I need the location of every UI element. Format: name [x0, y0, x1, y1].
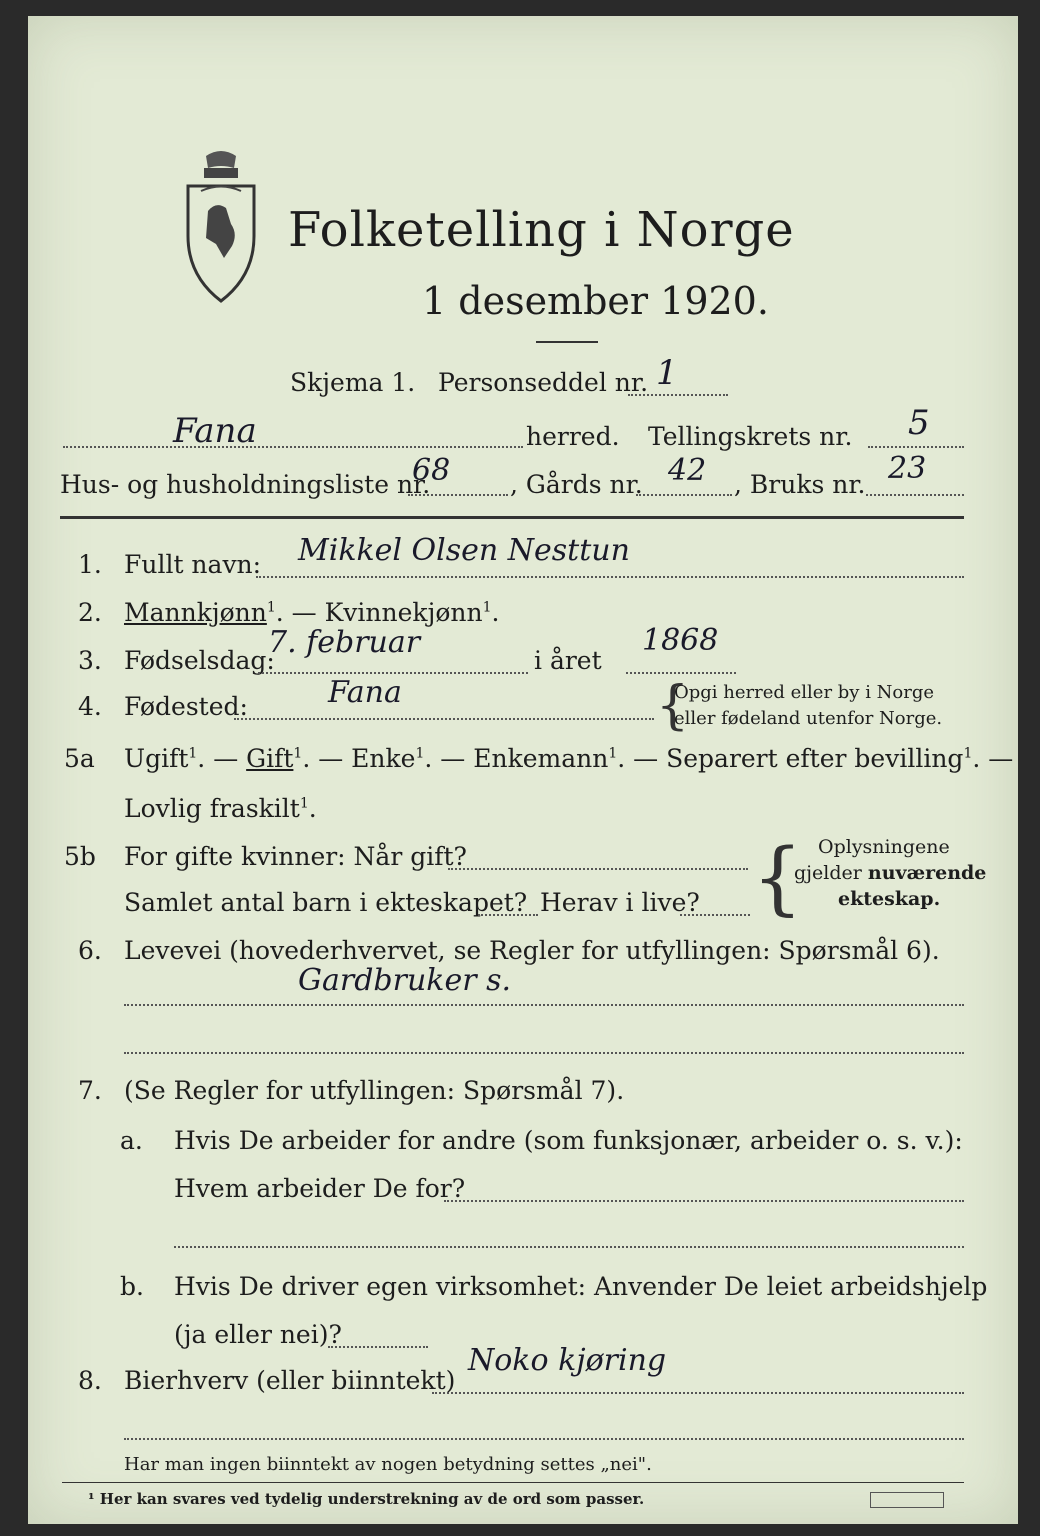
fullt-navn-value: Mikkel Olsen Nesttun	[298, 533, 630, 568]
bierhverv-label: Bierhverv (eller biinntekt)	[124, 1366, 456, 1395]
form-date: 1 desember 1920.	[422, 279, 769, 323]
ja-nei-label: (ja eller nei)?	[174, 1320, 342, 1349]
bruks-label: , Bruks nr.	[734, 470, 866, 499]
herred-label: herred.	[526, 422, 620, 451]
biinntekt-note: Har man ingen biinntekt av nogen betydning settes „nei".	[124, 1454, 652, 1475]
printer-stamp	[870, 1492, 944, 1508]
footnote: ¹ Her kan svares ved tydelig understrekning av de ord som passer.	[88, 1490, 645, 1508]
naar-gift-label: For gifte kvinner: Når gift?	[124, 842, 467, 871]
arbeider-for-andre-label: Hvis De arbeider for andre (som funksjonær, arbeider o. s. v.):	[174, 1126, 963, 1155]
form-title: Folketelling i Norge	[288, 202, 795, 258]
fullt-navn-label: Fullt navn:	[124, 550, 262, 579]
oplysning-note-3: ekteskap.	[838, 888, 941, 910]
husliste-label: Hus- og husholdningsliste nr.	[60, 470, 431, 499]
personseddel-label: Personseddel nr.	[438, 368, 649, 397]
levevei-value: Gardbruker s.	[298, 963, 512, 998]
fodested-note-2: eller fødeland utenfor Norge.	[674, 708, 943, 729]
herred-value: Fana	[173, 411, 257, 451]
hvem-arbeider-label: Hvem arbeider De for?	[174, 1174, 466, 1203]
bierhverv-value: Noko kjøring	[468, 1343, 667, 1378]
fodested-value: Fana	[328, 675, 402, 710]
levevei-label: Levevei (hovederhvervet, se Regler for utfyllingen: Spørsmål 6).	[124, 936, 940, 965]
oplysning-note-1: Oplysningene	[818, 836, 950, 858]
personseddel-value: 1	[656, 353, 678, 393]
egen-virksomhet-label: Hvis De driver egen virksomhet: Anvender De leiet arbeidshjelp	[174, 1272, 988, 1301]
skjema-label: Skjema 1.	[290, 368, 416, 397]
se-regler-7-label: (Se Regler for utfyllingen: Spørsmål 7).	[124, 1076, 625, 1105]
husliste-value: 68	[412, 453, 451, 488]
gards-value: 42	[668, 453, 707, 488]
bruks-value: 23	[888, 451, 927, 486]
kjonn-label: Mannkjønn$^1$. — Kvinnekjønn$^1$.	[124, 598, 500, 627]
oplysning-note-2: gjelder nuværende	[794, 862, 987, 884]
tellingskrets-label: Tellingskrets nr.	[648, 422, 853, 451]
fodested-label: Fødested:	[124, 692, 248, 721]
sivilstand-label: Ugift$^1$. — Gift$^1$. — Enke$^1$. — Enkemann$^1$. — Separert efter bevilling$^1$. —	[124, 744, 1014, 773]
fodselsaar-value: 1868	[642, 623, 719, 658]
fodselsdag-value: 7. februar	[268, 625, 421, 660]
gards-label: , Gårds nr.	[510, 470, 643, 499]
barn-label: Samlet antal barn i ekteskapet?	[124, 888, 528, 917]
coat-of-arms-icon	[176, 146, 266, 311]
fodested-note-1: Opgi herred eller by i Norge	[674, 682, 935, 703]
fraskilt-label: Lovlig fraskilt$^1$.	[124, 794, 317, 823]
heraa-live-label: Herav i live?	[540, 888, 700, 917]
census-form: Folketelling i Norge 1 desember 1920. Skjema 1. Personseddel nr. 1 Fana herred. Tellingskrets nr. 5 Hus- og husholdningsliste nr. 68 , Gårds nr. 42 , Bruks nr. 23 1. Fullt navn: Mikkel Olsen Nesttun 2. Mannkjønn$^1$. — Kvinnekjønn$^1$. 3. Fødselsdag: 7. februar i året 1868 4. Fødested: Fana { Opgi herred eller by i Norge eller fødeland utenfor Norge. 5a Ugift$^1$. — Gift$^1$. — Enke$^1$. — Enkemann$^1$. — Separert efter bevilling$^1$. — Lovlig fraskilt$^1$. 5b For gifte kvinner: Når gift? Samlet antal barn i ekteskapet? Herav i live? { Oplysningene gjelder nuværende ekteskap. 6. Levevei (hovederhvervet, se Regler for utfyllingen: Spørsmål 6). Gardbruker s. 7. (Se Regler for utfyllingen: Spørsmål 7). a. Hvis De arbeider for andre (som funksjonær, arbeider o. s. v.): Hvem arbeider De for? b. Hvis De driver egen virksomhet: Anvender De leiet arbeidshjelp (ja eller nei)? 8. Bierhverv (eller biinntekt) Noko kjøring Har man ingen biinntekt av nogen betydning settes „nei". ¹ Her kan svares ved tydelig understrekning av de ord som passer.	[28, 16, 1018, 1524]
tellingskrets-value: 5	[908, 403, 930, 443]
fodselsdag-label: Fødselsdag:	[124, 646, 275, 675]
i-aret-label: i året	[534, 646, 602, 675]
